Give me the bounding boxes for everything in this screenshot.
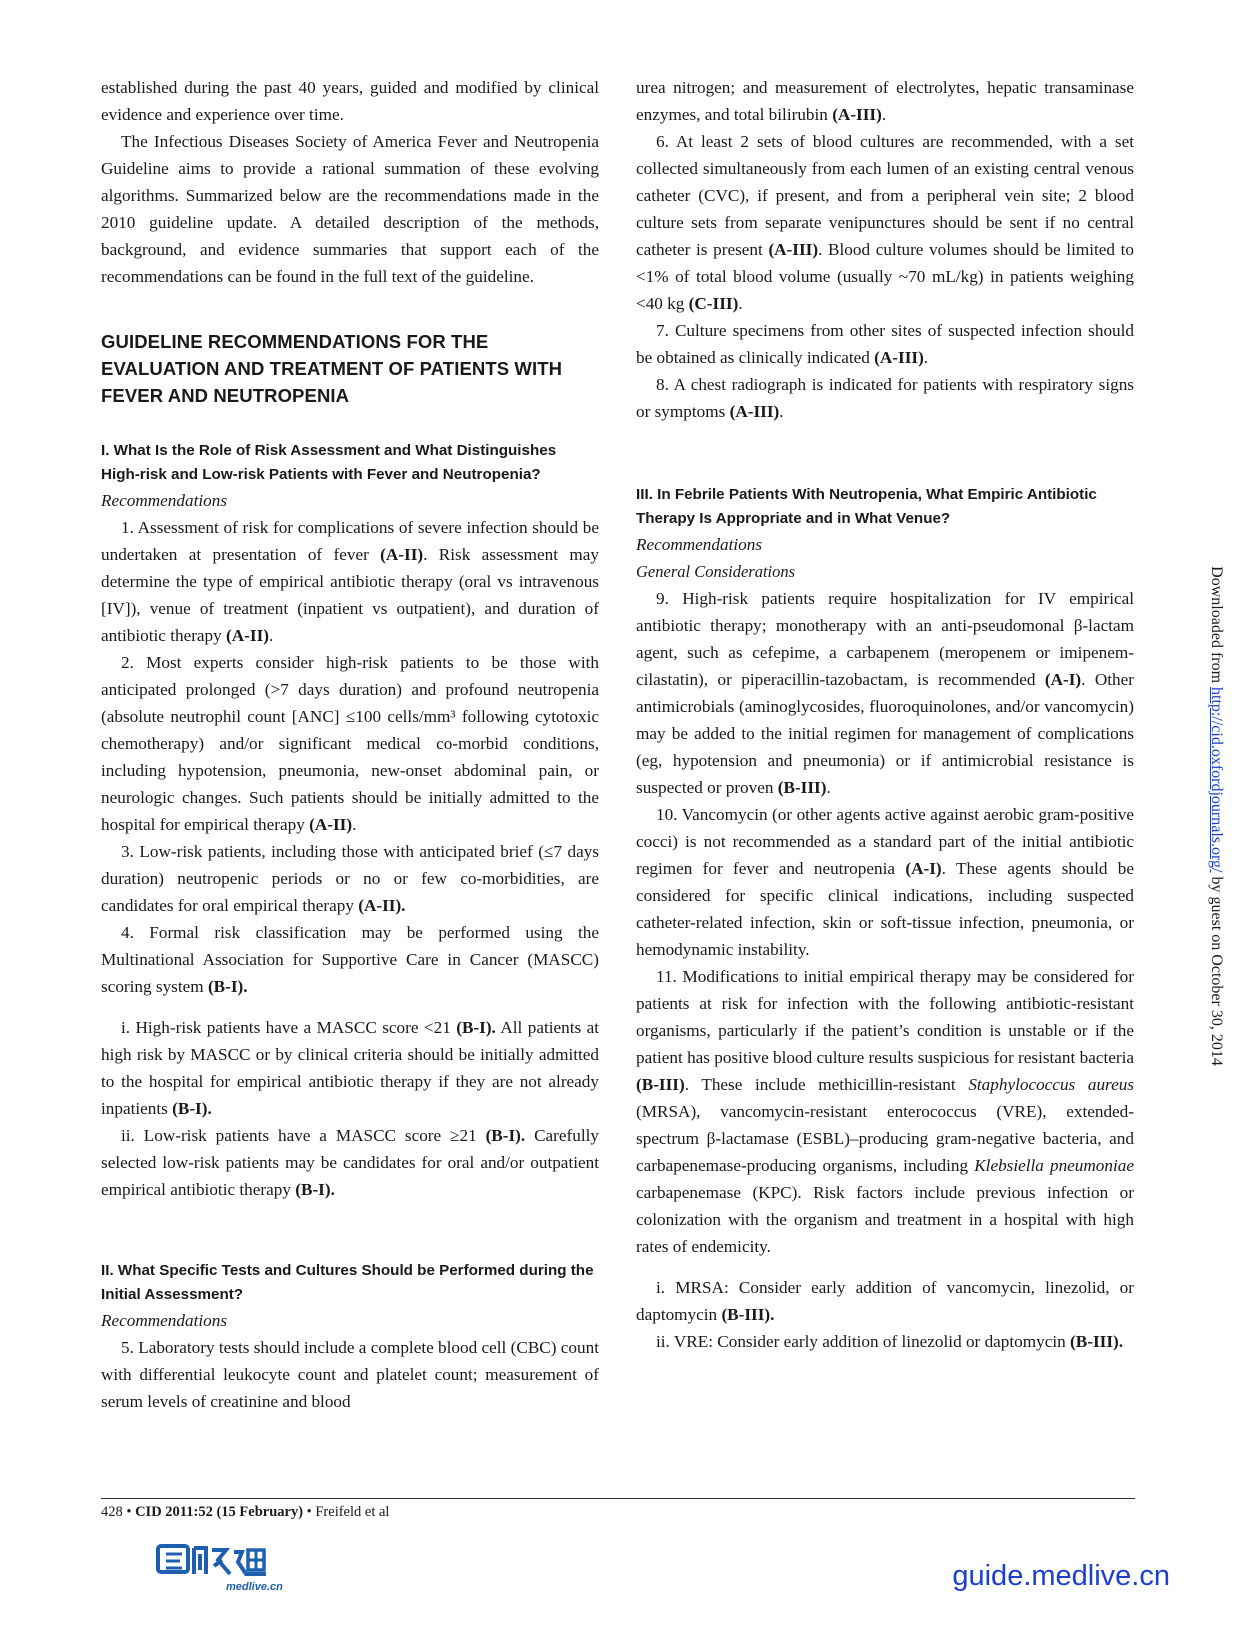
- site-watermark[interactable]: guide.medlive.cn: [952, 1560, 1170, 1592]
- right-column: [636, 74, 1134, 1355]
- recommendation-8: 8. A chest radiograph is indicated for patients with respiratory signs or symptoms (A-III).: [636, 375, 1134, 421]
- recommendation-5-continued: urea nitrogen; and measurement of electrolytes, hepatic transaminase enzymes, and total bilirubin (A-III).: [636, 78, 1134, 124]
- recommendation-11-sub-vre: ii. VRE: Consider early addition of linezolid or daptomycin (B-III).: [656, 1332, 1124, 1351]
- intro-paragraph-1: established during the past 40 years, guided and modified by clinical evidence and experience over time.: [101, 78, 599, 124]
- download-notice-link[interactable]: http://cid.oxfordjournals.org/: [1208, 687, 1225, 873]
- section-3-heading: III. In Febrile Patients With Neutropenia, What Empiric Antibiotic Therapy Is Appropriate and in What Venue?: [636, 486, 1097, 527]
- recommendation-10: 10. Vancomycin (or other agents active against aerobic gram-positive cocci) is not recommended as a standard part of the initial antibiotic regimen for fever and neutropenia (A-I). These agents should be considered for specific clinical indications, including suspected catheter-related infection, skin or soft-tissue infection, pneumonia, or hemodynamic instability.: [636, 805, 1135, 959]
- page-number: 428: [101, 1504, 123, 1520]
- footer-rule: [101, 1498, 1135, 1499]
- left-column: [101, 74, 599, 1415]
- recommendation-3: 3. Low-risk patients, including those with anticipated brief (≤7 days duration) neutropenic periods or no or few co-morbidities, are candidates for oral empirical therapy (A-II).: [101, 842, 599, 915]
- recommendation-11: 11. Modifications to initial empirical therapy may be considered for patients at risk for infection with the following antibiotic-resistant organisms, particularly if the patient’s condition is unstable or if the patient has positive blood culture results suspicious for resistant bacteria (B-III). These include methicillin-resistant Staphylococcus aureus (MRSA), vancomycin-resistant enterococcus (VRE), extended-spectrum β-lactamase (ESBL)–producing gram-negative bacteria, and carbapenemase-producing organisms, including Klebsiella pneumoniae carbapenemase (KPC). Risk factors include previous infection or colonization with the organism and treatment in a hospital with high rates of endemicity.: [636, 967, 1134, 1256]
- recommendation-11-sub-mrsa: i. MRSA: Consider early addition of vancomycin, linezolid, or daptomycin (B-III).: [636, 1278, 1134, 1324]
- section-1-heading: I. What Is the Role of Risk Assessment and What Distinguishes High-risk and Low-risk Patients with Fever and Neutropenia?: [101, 442, 557, 483]
- recommendation-5: 5. Laboratory tests should include a complete blood cell (CBC) count with differential leukocyte count and platelet count; measurement of serum levels of creatinine and blood: [101, 1338, 599, 1411]
- footer-bullet: •: [126, 1504, 132, 1520]
- section-3-recommendations-label: Recommendations: [636, 535, 763, 554]
- download-notice-suffix: by guest on October 30, 2014: [1208, 872, 1225, 1066]
- recommendation-4-sub-ii: ii. Low-risk patients have a MASCC score ≥21 (B-I). Carefully selected low-risk patients may be candidates for oral and/or outpatient empirical antibiotic therapy (B-I).: [101, 1126, 599, 1199]
- footer-authors: Freifeld et al: [315, 1504, 390, 1520]
- section-2-heading: II. What Specific Tests and Cultures Should be Performed during the Initial Assessment?: [101, 1262, 594, 1303]
- recommendation-4-sub-i: i. High-risk patients have a MASCC score <21 (B-I). All patients at high risk by MASCC or by clinical criteria should be initially admitted to the hospital for empirical antibiotic therapy if they are not already inpatients (B-I).: [101, 1018, 600, 1118]
- section-1-recommendations-label: Recommendations: [101, 491, 228, 510]
- medlive-logo: [156, 1540, 306, 1595]
- intro-paragraph-2: The Infectious Diseases Society of America Fever and Neutropenia Guideline aims to provide a rational summation of these evolving algorithms. Summarized below are the recommendations made in the 2010 guideline update. A detailed description of the methods, background, and evidence summaries that support each of the recommendations can be found in the full text of the guideline.: [101, 132, 599, 286]
- recommendation-4: 4. Formal risk classification may be performed using the Multinational Association for Supportive Care in Cancer (MASCC) scoring system (B-I).: [101, 923, 599, 996]
- general-considerations-label: General Considerations: [636, 562, 796, 581]
- main-heading: GUIDELINE RECOMMENDATIONS FOR THE EVALUATION AND TREATMENT OF PATIENTS WITH FEVER AND NEUTROPENIA: [101, 331, 563, 406]
- recommendation-1: 1. Assessment of risk for complications of severe infection should be undertaken at presentation of fever (A-II). Risk assessment may determine the type of empirical antibiotic therapy (oral vs intravenous [IV]), venue of treatment (inpatient vs outpatient), and duration of antibiotic therapy (A-II).: [101, 518, 600, 645]
- journal-citation: CID 2011:52 (15 February): [135, 1504, 304, 1520]
- download-notice-prefix: Downloaded from: [1208, 566, 1225, 688]
- recommendation-2: 2. Most experts consider high-risk patients to be those with anticipated prolonged (>7 days duration) and profound neutropenia (absolute neutrophil count [ANC] ≤100 cells/mm³ following cytotoxic chemotherapy) and/or significant medical co-morbid conditions, including hypotension, pneumonia, new-onset abdominal pain, or neurologic changes. Such patients should be initially admitted to the hospital for empirical therapy (A-II).: [101, 653, 599, 834]
- footer-bullet: •: [306, 1504, 312, 1520]
- medlive-logo-icon: [156, 1540, 306, 1595]
- recommendation-7: 7. Culture specimens from other sites of suspected infection should be obtained as clinically indicated (A-III).: [636, 321, 1134, 367]
- recommendation-9: 9. High-risk patients require hospitalization for IV empirical antibiotic therapy; monotherapy with an anti-pseudomonal β-lactam agent, such as cefepime, a carbapenem (meropenem or imipenem-cilastatin), or piperacillin-tazobactam, is recommended (A-I). Other antimicrobials (aminoglycosides, fluoroquinolones, and/or vancomycin) may be added to the initial regimen for management of complications (eg, hypotension and pneumonia) or if antimicrobial resistance is suspected or proven (B-III).: [636, 589, 1134, 797]
- logo-text: medlive.cn: [226, 1581, 283, 1593]
- recommendation-6: 6. At least 2 sets of blood cultures are recommended, with a set collected simultaneously from each lumen of an existing central venous catheter (CVC), if present, and from a peripheral vein site; 2 blood culture sets from separate venipunctures should be sent if no central catheter is present (A-III). Blood culture volumes should be limited to <1% of total blood volume (usually ~70 mL/kg) in patients weighing <40 kg (C-III).: [636, 132, 1135, 313]
- page-footer: [101, 1502, 389, 1522]
- section-2-recommendations-label: Recommendations: [101, 1311, 228, 1330]
